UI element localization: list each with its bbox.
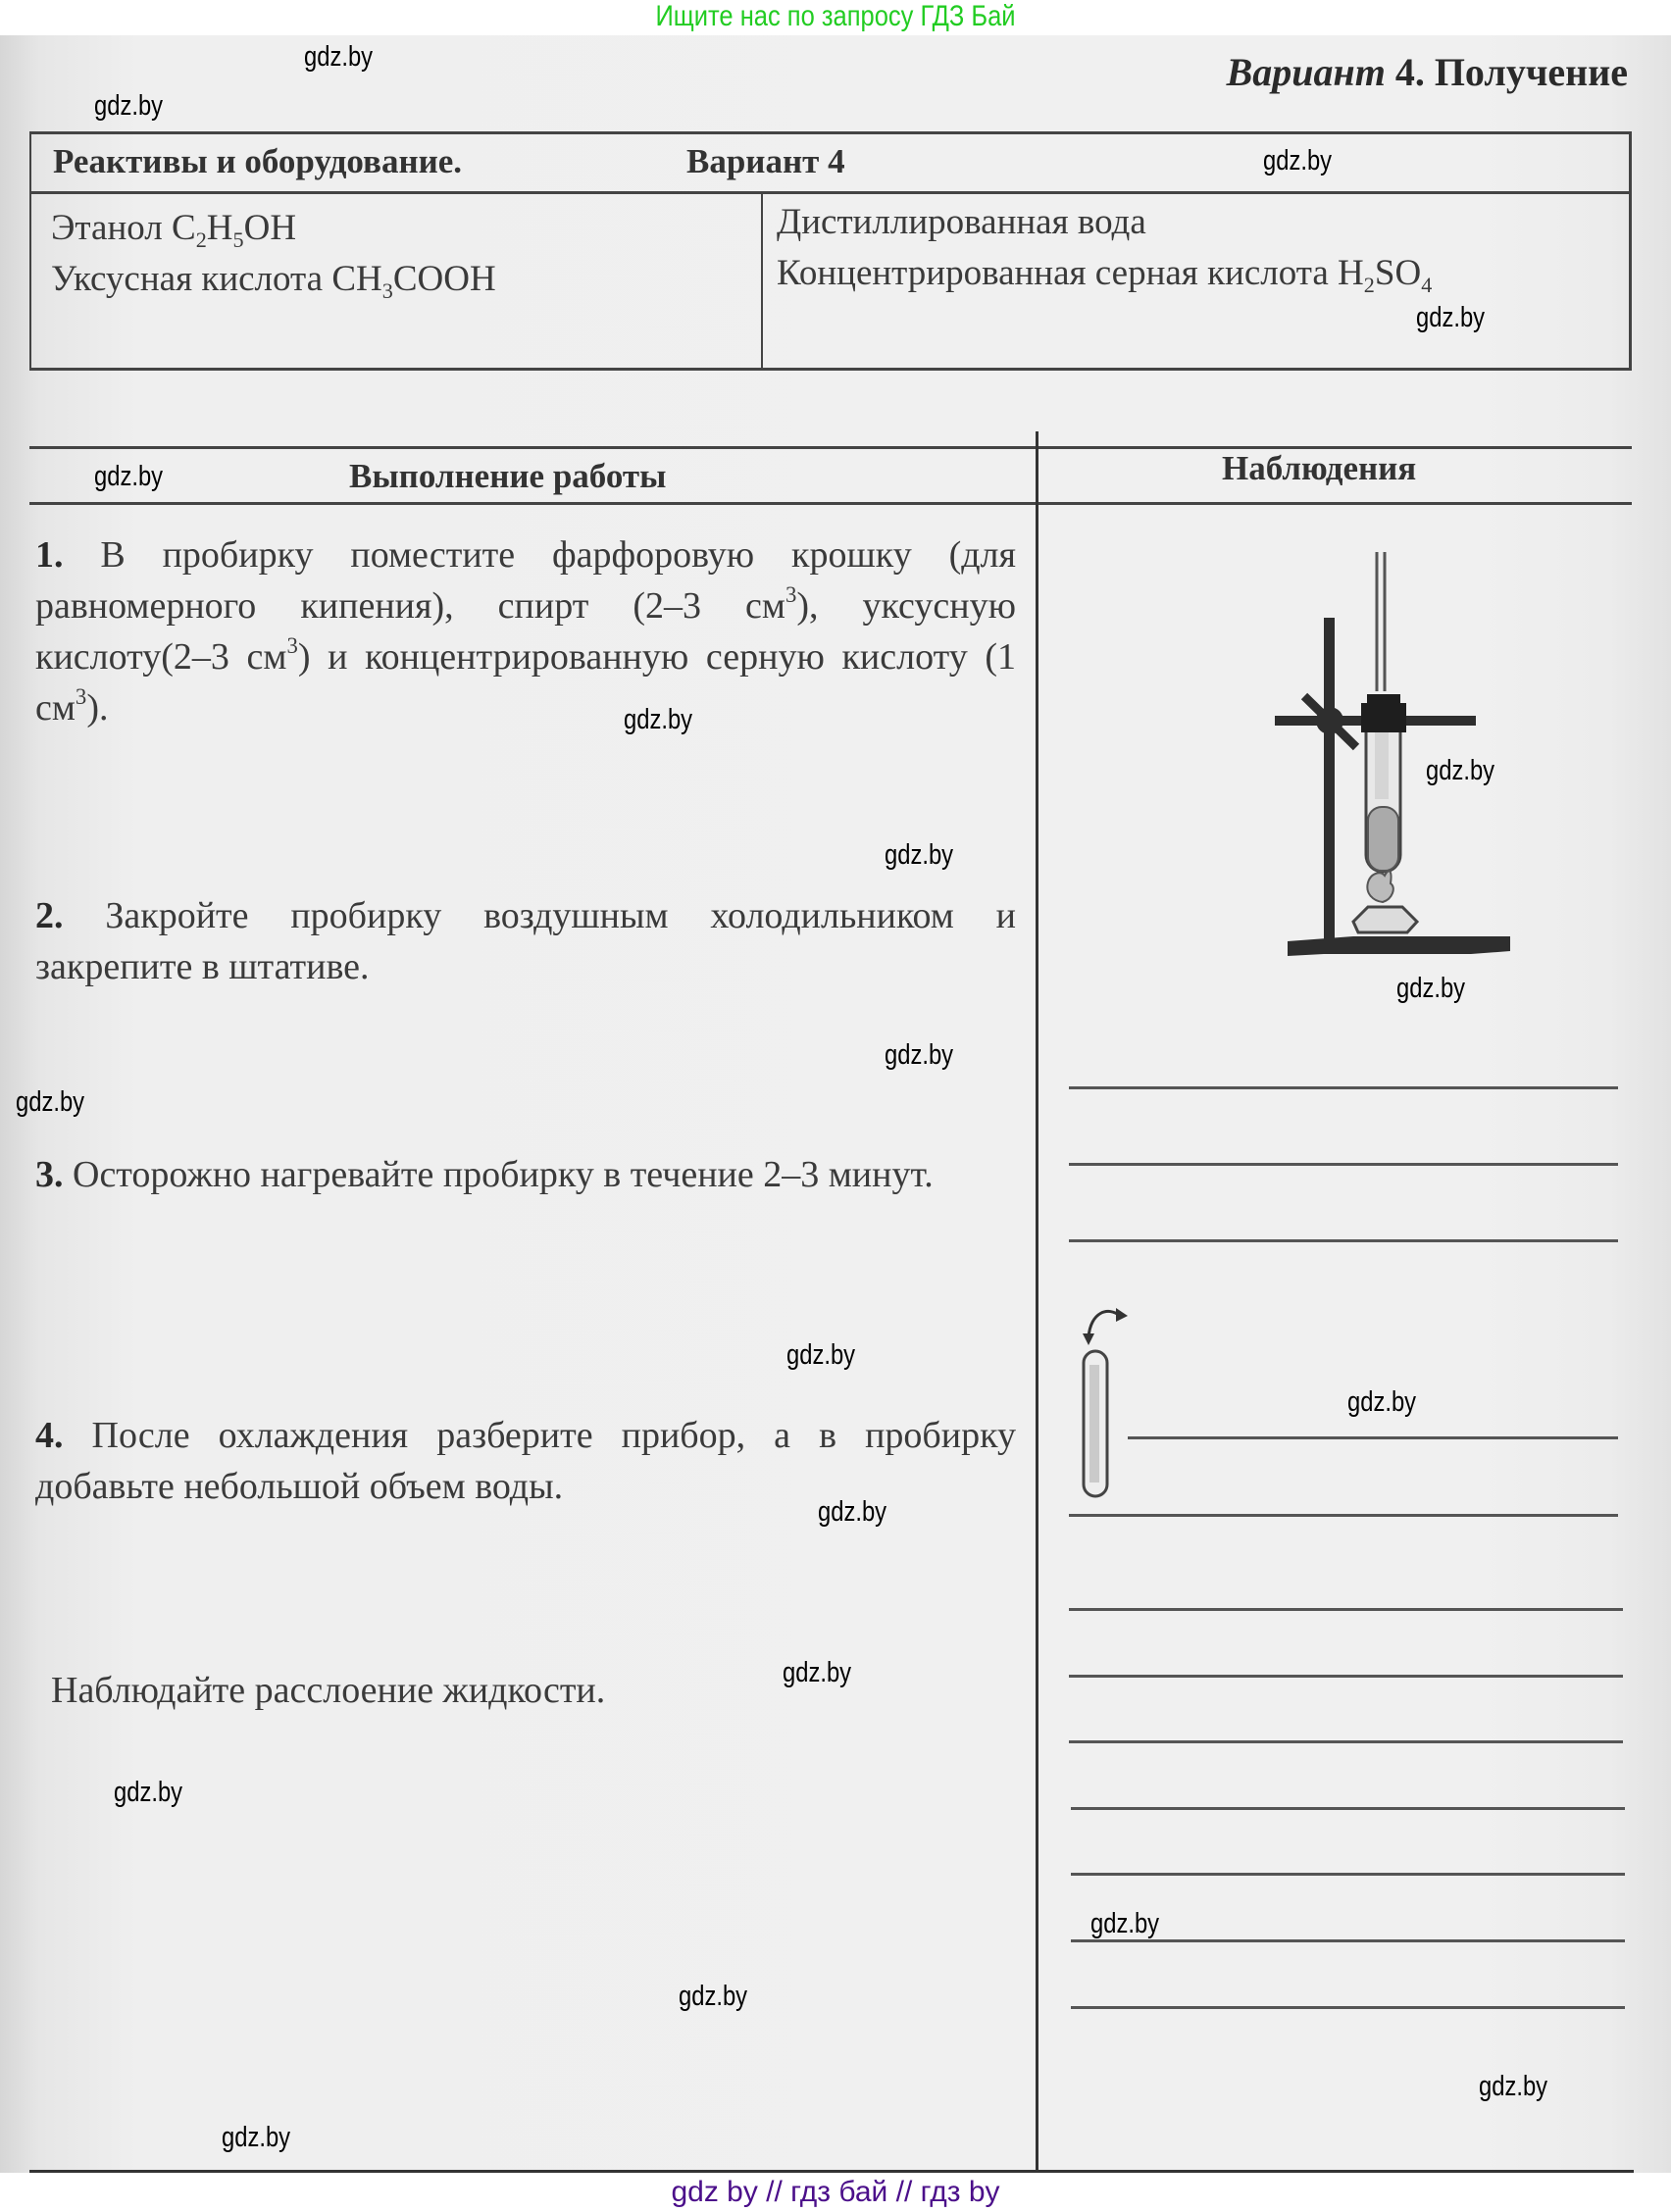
watermark-text: gdz.by [1426, 755, 1495, 786]
reagents-header-row [31, 134, 1629, 194]
page-title-italic: Вариант [1226, 50, 1386, 94]
watermark-text: gdz.by [624, 704, 693, 735]
reagent-item: Концентрированная серная кислота $H_2SO_4$ [777, 253, 1433, 297]
step-number: 4. [35, 1415, 64, 1456]
work-table-header-border [29, 502, 1632, 505]
watermark-text: gdz.by [94, 461, 164, 492]
step-number: 1. [35, 534, 64, 576]
watermark-text: gdz.by [818, 1496, 887, 1528]
watermark-text: gdz.by [786, 1339, 856, 1371]
watermark-text: gdz.by [783, 1657, 852, 1688]
page-title [1227, 49, 1628, 95]
step-number: 2. [35, 895, 64, 936]
observation-line [1069, 1086, 1618, 1089]
observation-line [1069, 1740, 1623, 1743]
search-banner: Ищите нас по запросу ГДЗ Бай [655, 0, 1016, 32]
footer-links: gdz by // гдз бай // гдз by [671, 2176, 1000, 2208]
test-tube-pour-icon [1069, 1294, 1147, 1539]
reagent-item: Дистиллированная вода [777, 202, 1146, 242]
watermark-text: gdz.by [1479, 2071, 1548, 2102]
watermark-text: gdz.by [114, 1777, 183, 1808]
reagents-right-cell [777, 197, 1432, 299]
watermark-text: gdz.by [1396, 973, 1466, 1004]
watermark-text: gdz.by [885, 839, 954, 871]
reagents-column-divider [761, 191, 763, 368]
work-table-column-divider [1036, 431, 1038, 2173]
step-number: 3. [35, 1154, 64, 1195]
observation-line [1069, 1675, 1623, 1678]
column-header-procedure: Выполнение работы [349, 457, 667, 495]
watermark-text: gdz.by [1090, 1908, 1160, 1939]
watermark-text: gdz.by [1263, 145, 1333, 176]
procedure-step-2: 2. Закройте пробирку воздушным холодильником и закрепите в штативе. [35, 895, 1016, 987]
column-header-observations: Наблюдения [1222, 449, 1417, 487]
observation-line [1071, 2006, 1625, 2009]
observation-line [1069, 1608, 1623, 1611]
reagents-table [29, 131, 1632, 371]
watermark-text: gdz.by [16, 1086, 85, 1118]
procedure-observe-note: Наблюдайте расслоение жидкости. [51, 1670, 606, 1711]
procedure-step-4: 4. После охлаждения разберите прибор, а в пробирку добавьте небольшой объем воды. [35, 1415, 1016, 1507]
watermark-text: gdz.by [1347, 1386, 1417, 1418]
observation-line [1069, 1514, 1618, 1517]
procedure-step-3: 3. Осторожно нагревайте пробирку в течение 2–3 минут. [35, 1154, 934, 1195]
observation-line [1069, 1163, 1618, 1166]
watermark-text: gdz.by [885, 1039, 954, 1071]
reagent-item: Уксусная кислота $CH_3COOH$ [51, 259, 496, 303]
watermark-text: gdz.by [304, 41, 374, 73]
reagents-header-label: Реактивы и оборудование. [53, 142, 463, 180]
observation-line [1128, 1436, 1618, 1439]
reagents-left-cell [51, 203, 496, 305]
page-title-rest: 4. Получение [1385, 50, 1628, 94]
observation-line [1071, 1873, 1625, 1876]
watermark-text: gdz.by [94, 90, 164, 122]
observation-line [1069, 1239, 1618, 1242]
reagents-header-variant: Вариант 4 [686, 142, 845, 180]
reagent-item: Этанол $C_2H_5OH$ [51, 208, 297, 252]
procedure-step-1: 1. В пробирку поместите фарфоровую крошку (для равномерного кипения), спирт (2–3 $см^3$), уксусную кислоту(2–3 $см^3$) и концентрированную серную кислоту (1 $см^3$). [35, 534, 1016, 729]
watermark-text: gdz.by [222, 2122, 291, 2153]
observation-line [1071, 1807, 1625, 1810]
watermark-text: gdz.by [1416, 302, 1486, 333]
watermark-text: gdz.by [679, 1981, 748, 2012]
